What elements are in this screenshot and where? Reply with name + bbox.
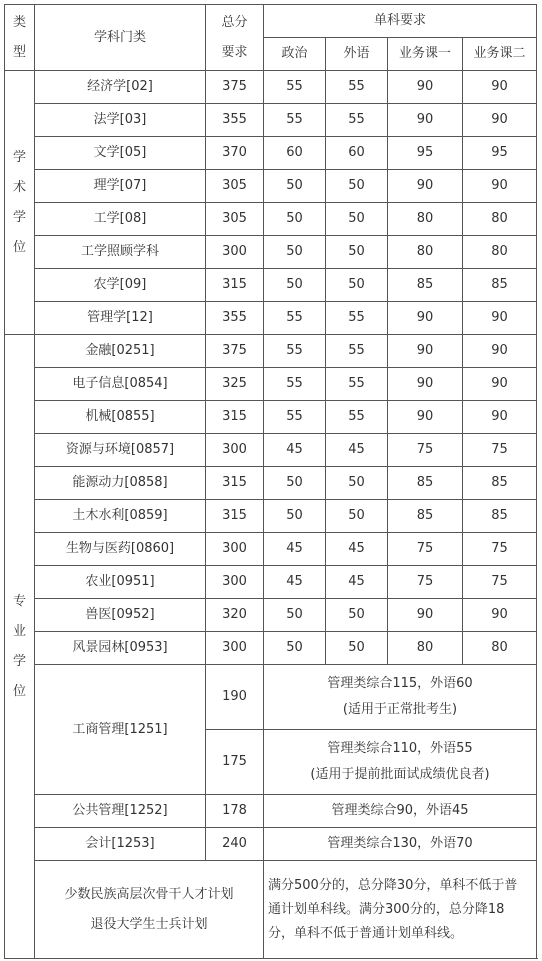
total-score: 300 [206, 434, 264, 467]
score-foreign-language: 50 [326, 236, 388, 269]
header-subject-course-1: 业务课一 [388, 38, 463, 71]
score-politics: 60 [264, 137, 326, 170]
table-row [5, 566, 537, 599]
group-label-char: 位 [12, 239, 26, 255]
table-row [5, 368, 537, 401]
score-course-2: 75 [463, 566, 537, 599]
discipline-name: 风景园林[0953] [35, 632, 206, 665]
table-row [5, 500, 537, 533]
score-course-2: 90 [463, 599, 537, 632]
score-politics: 50 [264, 236, 326, 269]
table-row [5, 434, 537, 467]
group-label-char: 术 [12, 179, 26, 195]
total-score: 190 [206, 665, 264, 730]
total-score: 240 [206, 828, 264, 861]
table-row [5, 632, 537, 665]
group-professional-degree [5, 335, 35, 959]
score-course-2: 80 [463, 632, 537, 665]
score-course-2: 90 [463, 104, 537, 137]
score-foreign-language: 55 [326, 368, 388, 401]
score-course-1: 95 [388, 137, 463, 170]
score-politics: 55 [264, 302, 326, 335]
score-course-2: 90 [463, 401, 537, 434]
score-foreign-language: 55 [326, 71, 388, 104]
score-course-2: 90 [463, 335, 537, 368]
score-politics: 50 [264, 599, 326, 632]
score-politics: 50 [264, 500, 326, 533]
header-total-line: 总分 [221, 14, 248, 30]
table-row [5, 533, 537, 566]
total-score: 300 [206, 533, 264, 566]
score-foreign-language: 50 [326, 269, 388, 302]
score-politics: 50 [264, 203, 326, 236]
group-academic-degree [5, 71, 35, 335]
requirement-text: 管理类综合115，外语60 [327, 676, 473, 691]
score-foreign-language: 55 [326, 335, 388, 368]
score-foreign-language: 45 [326, 533, 388, 566]
score-course-1: 90 [388, 368, 463, 401]
group-label-char: 学 [12, 209, 26, 225]
table-row [5, 599, 537, 632]
score-politics: 55 [264, 71, 326, 104]
discipline-name: 土木水利[0859] [35, 500, 206, 533]
discipline-name: 公共管理[1252] [35, 795, 206, 828]
header-total-line: 要求 [221, 44, 248, 60]
score-foreign-language: 50 [326, 500, 388, 533]
score-course-1: 90 [388, 335, 463, 368]
table-row [5, 861, 537, 959]
score-politics: 55 [264, 335, 326, 368]
score-course-1: 90 [388, 104, 463, 137]
score-foreign-language: 60 [326, 137, 388, 170]
table-row [5, 203, 537, 236]
score-course-2: 90 [463, 302, 537, 335]
score-course-2: 95 [463, 137, 537, 170]
score-course-1: 80 [388, 203, 463, 236]
special-plan-line: 退役大学生士兵计划 [90, 916, 208, 932]
discipline-name: 能源动力[0858] [35, 467, 206, 500]
table-row [5, 401, 537, 434]
score-politics: 55 [264, 104, 326, 137]
score-course-2: 75 [463, 434, 537, 467]
score-foreign-language: 55 [326, 104, 388, 137]
total-score: 315 [206, 401, 264, 434]
discipline-name: 机械[0855] [35, 401, 206, 434]
score-foreign-language: 55 [326, 401, 388, 434]
score-course-2: 90 [463, 71, 537, 104]
table-row [5, 665, 537, 730]
total-score: 370 [206, 137, 264, 170]
discipline-name: 金融[0251] [35, 335, 206, 368]
total-score: 375 [206, 71, 264, 104]
score-course-1: 90 [388, 401, 463, 434]
header-type [5, 5, 35, 71]
score-politics: 45 [264, 434, 326, 467]
discipline-name: 工学[08] [35, 203, 206, 236]
total-score: 355 [206, 104, 264, 137]
discipline-name: 工商管理[1251] [35, 665, 206, 795]
discipline-name: 农业[0951] [35, 566, 206, 599]
header-subject-course-2: 业务课二 [463, 38, 537, 71]
combined-requirement [264, 665, 537, 730]
header-category: 学科门类 [35, 5, 206, 71]
total-score: 305 [206, 170, 264, 203]
discipline-name: 法学[03] [35, 104, 206, 137]
score-course-2: 90 [463, 170, 537, 203]
score-politics: 45 [264, 533, 326, 566]
score-foreign-language: 55 [326, 302, 388, 335]
score-course-1: 90 [388, 302, 463, 335]
total-score: 300 [206, 236, 264, 269]
total-score: 355 [206, 302, 264, 335]
total-score: 375 [206, 335, 264, 368]
special-plan-note: 满分500分的，总分降30分，单科不低于普通计划单科线。满分300分的，总分降18分，单科不低于普通计划单科线。 [264, 861, 537, 959]
total-score: 300 [206, 566, 264, 599]
table-row [5, 795, 537, 828]
score-foreign-language: 50 [326, 632, 388, 665]
score-politics: 50 [264, 467, 326, 500]
score-foreign-language: 50 [326, 170, 388, 203]
header-type-char: 型 [12, 44, 26, 60]
group-label-char: 业 [12, 623, 26, 639]
total-score: 315 [206, 500, 264, 533]
header-single-requirement: 单科要求 [264, 5, 537, 38]
score-politics: 50 [264, 170, 326, 203]
requirement-text: 管理类综合130，外语70 [264, 828, 537, 861]
special-plan-line: 少数民族高层次骨干人才计划 [64, 886, 234, 902]
score-course-2: 85 [463, 500, 537, 533]
header-subject-foreign-language: 外语 [326, 38, 388, 71]
discipline-name: 文学[05] [35, 137, 206, 170]
score-course-1: 75 [388, 434, 463, 467]
header-subject-politics: 政治 [264, 38, 326, 71]
discipline-name: 工学照顾学科 [35, 236, 206, 269]
score-requirements-table [4, 4, 537, 959]
discipline-name: 兽医[0952] [35, 599, 206, 632]
table-row [5, 269, 537, 302]
requirement-text: 管理类综合110，外语55 [327, 741, 473, 756]
group-label-char: 专 [12, 593, 26, 609]
group-label-char: 位 [12, 683, 26, 699]
discipline-name: 管理学[12] [35, 302, 206, 335]
score-course-2: 85 [463, 269, 537, 302]
score-course-1: 80 [388, 632, 463, 665]
discipline-name: 理学[07] [35, 170, 206, 203]
score-course-1: 75 [388, 566, 463, 599]
score-course-1: 85 [388, 500, 463, 533]
combined-requirement [264, 730, 537, 795]
requirement-note: (适用于提前批面试成绩优良者) [310, 767, 490, 782]
total-score: 175 [206, 730, 264, 795]
discipline-name: 经济学[02] [35, 71, 206, 104]
total-score: 300 [206, 632, 264, 665]
score-politics: 45 [264, 566, 326, 599]
group-label-char: 学 [12, 653, 26, 669]
score-politics: 50 [264, 632, 326, 665]
discipline-name: 农学[09] [35, 269, 206, 302]
group-label-char: 学 [12, 149, 26, 165]
score-foreign-language: 50 [326, 203, 388, 236]
score-politics: 55 [264, 368, 326, 401]
table-row [5, 104, 537, 137]
discipline-name: 资源与环境[0857] [35, 434, 206, 467]
score-course-1: 85 [388, 269, 463, 302]
table-row [5, 137, 537, 170]
score-course-1: 90 [388, 71, 463, 104]
header-type-char: 类 [12, 14, 26, 30]
special-plan-label [35, 861, 264, 959]
score-course-2: 75 [463, 533, 537, 566]
score-course-1: 90 [388, 170, 463, 203]
table-row [5, 828, 537, 861]
score-course-1: 75 [388, 533, 463, 566]
total-score: 325 [206, 368, 264, 401]
header-total [206, 5, 264, 71]
table-row [5, 467, 537, 500]
score-politics: 55 [264, 401, 326, 434]
table-row [5, 170, 537, 203]
score-course-1: 85 [388, 467, 463, 500]
total-score: 305 [206, 203, 264, 236]
score-foreign-language: 50 [326, 599, 388, 632]
score-course-1: 90 [388, 599, 463, 632]
score-course-2: 80 [463, 203, 537, 236]
score-foreign-language: 45 [326, 566, 388, 599]
discipline-name: 会计[1253] [35, 828, 206, 861]
table-row [5, 71, 537, 104]
score-course-1: 80 [388, 236, 463, 269]
requirement-text: 管理类综合90，外语45 [264, 795, 537, 828]
discipline-name: 生物与医药[0860] [35, 533, 206, 566]
score-politics: 50 [264, 269, 326, 302]
total-score: 178 [206, 795, 264, 828]
score-foreign-language: 50 [326, 467, 388, 500]
table-row [5, 335, 537, 368]
table-row [5, 236, 537, 269]
score-course-2: 80 [463, 236, 537, 269]
score-foreign-language: 45 [326, 434, 388, 467]
total-score: 315 [206, 269, 264, 302]
discipline-name: 电子信息[0854] [35, 368, 206, 401]
total-score: 320 [206, 599, 264, 632]
requirement-note: (适用于正常批考生) [342, 702, 458, 717]
table-row [5, 302, 537, 335]
total-score: 315 [206, 467, 264, 500]
score-course-2: 90 [463, 368, 537, 401]
score-course-2: 85 [463, 467, 537, 500]
